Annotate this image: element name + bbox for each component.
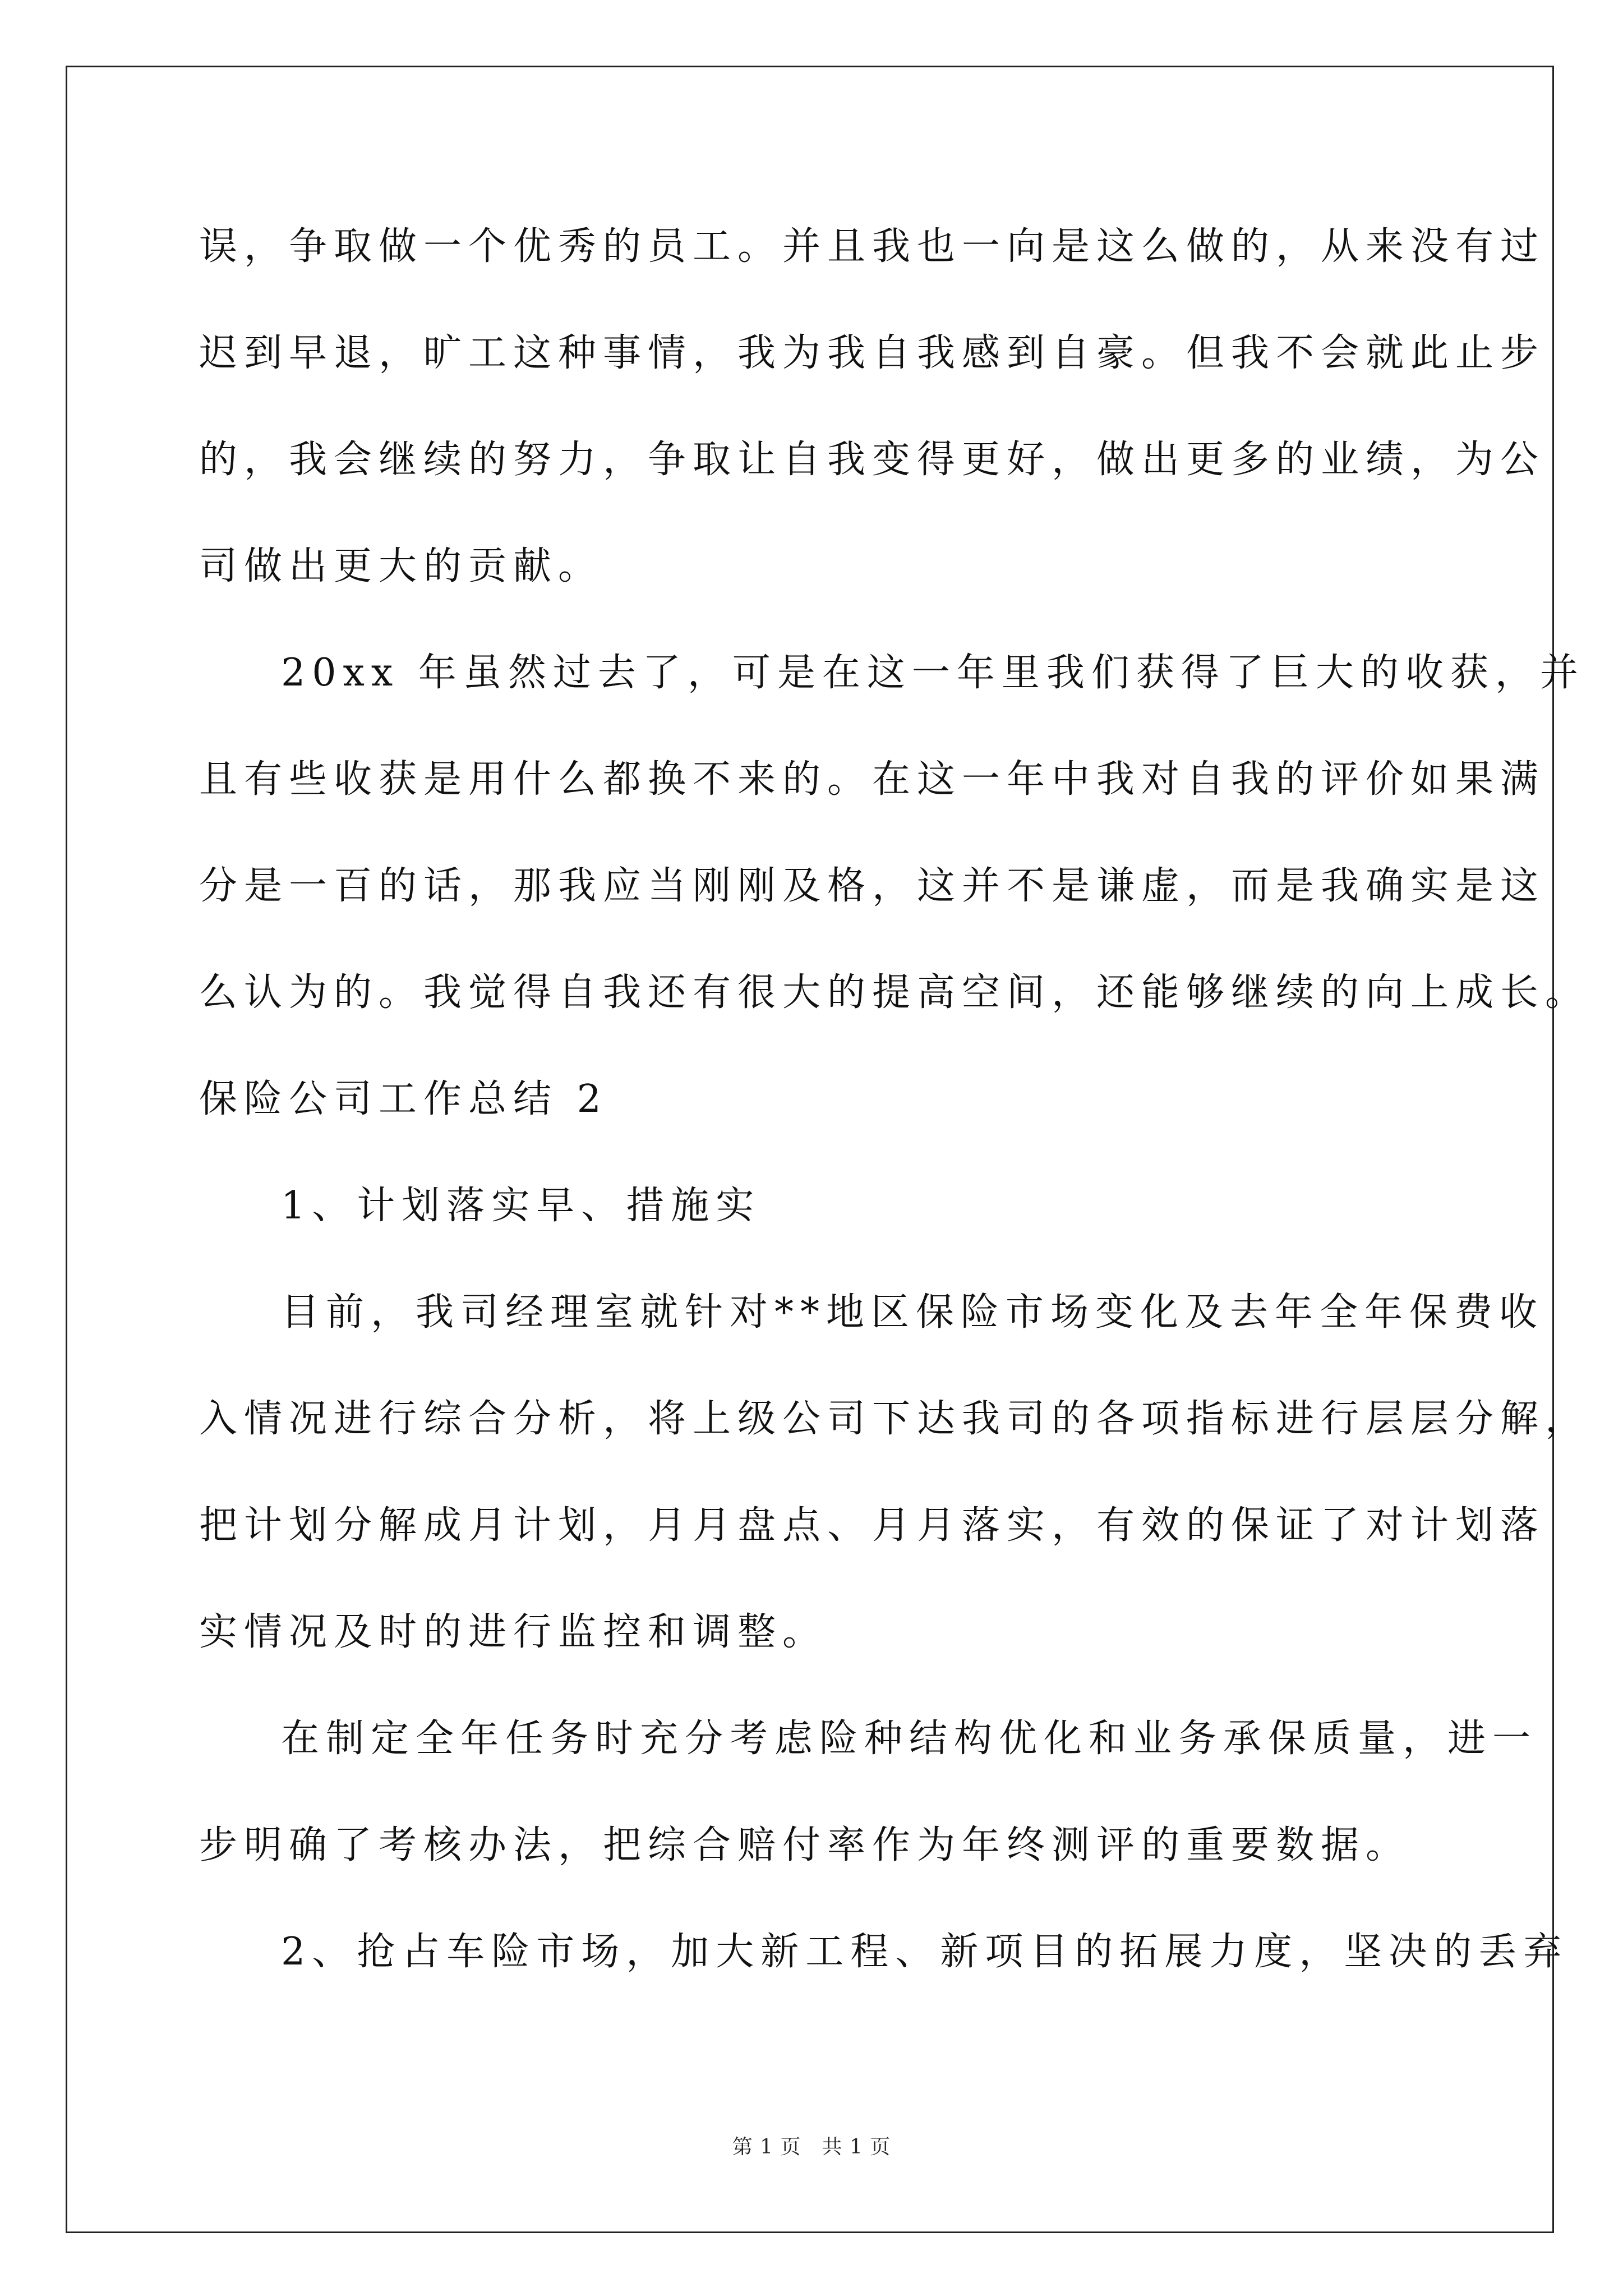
paragraph-line: 在制定全年任务时充分考虑险种结构优化和业务承保质量，进一 [281, 1717, 1538, 1761]
paragraph-line: 且有些收获是用什么都换不来的。在这一年中我对自我的评价如果满 [199, 757, 1546, 802]
paragraph-line: 20xx 年虽然过去了，可是在这一年里我们获得了巨大的收获，并 [281, 651, 1585, 695]
paragraph-line: 实情况及时的进行监控和调整。 [199, 1610, 828, 1654]
subheading: 1、计划落实早、措施实 [281, 1184, 761, 1228]
paragraph-line: 把计划分解成月计划，月月盘点、月月落实，有效的保证了对计划落 [199, 1503, 1546, 1548]
paragraph-line: 司做出更大的贡献。 [199, 544, 603, 588]
paragraph-line: 误，争取做一个优秀的员工。并且我也一向是这么做的，从来没有过 [199, 224, 1546, 269]
paragraph-line: 分是一百的话，那我应当刚刚及格，这并不是谦虚，而是我确实是这 [199, 864, 1546, 908]
paragraph-line: 入情况进行综合分析，将上级公司下达我司的各项指标进行层层分解， [199, 1397, 1590, 1441]
paragraph-line: 2、抢占车险市场，加大新工程、新项目的拓展力度，坚决的丢弃 [281, 1930, 1569, 1974]
paragraph-line: 么认为的。我觉得自我还有很大的提高空间，还能够继续的向上成长。 [199, 970, 1590, 1015]
paragraph-line: 迟到早退，旷工这种事情，我为我自我感到自豪。但我不会就此止步 [199, 331, 1546, 375]
page-footer: 第 1 页 共 1 页 [732, 2136, 891, 2159]
paragraph-line: 的，我会继续的努力，争取让自我变得更好，做出更多的业绩，为公 [199, 438, 1546, 482]
paragraph-line: 步明确了考核办法，把综合赔付率作为年终测评的重要数据。 [199, 1823, 1411, 1867]
section-heading: 保险公司工作总结 2 [199, 1077, 608, 1121]
page-border [66, 66, 1554, 2233]
paragraph-line: 目前，我司经理室就针对**地区保险市场变化及去年全年保费收 [281, 1290, 1544, 1335]
